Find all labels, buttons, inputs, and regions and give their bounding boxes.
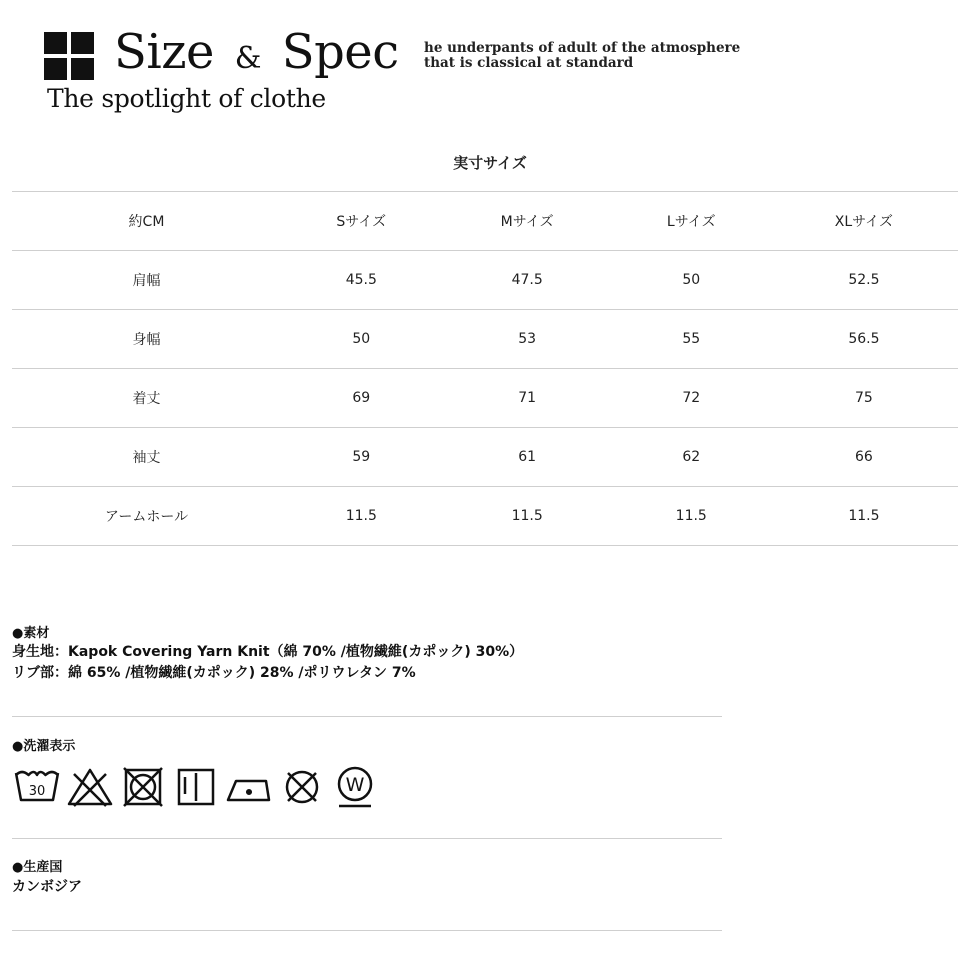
table-cell: 66: [770, 428, 958, 487]
table-cell: 50: [613, 251, 770, 310]
page-header: [0, 0, 980, 125]
section-divider: [12, 838, 722, 839]
section-divider: [12, 716, 722, 717]
origin-country: カンボジア: [12, 879, 82, 895]
size-table-title: 実寸サイズ: [453, 154, 527, 172]
wash-temperature: 30: [28, 784, 46, 799]
row-label: アームホール: [12, 487, 281, 546]
table-cell: 69: [281, 369, 442, 428]
table-cell: 56.5: [770, 310, 958, 369]
line-dry-icon: [171, 764, 221, 810]
care-title: ●洗濯表示: [12, 739, 76, 754]
no-tumble-dry-icon: [118, 764, 168, 810]
table-row: [12, 251, 958, 310]
table-cell: 47.5: [442, 251, 613, 310]
care-icons: [12, 764, 383, 810]
table-cell: 75: [770, 369, 958, 428]
brand-title-main: Size: [114, 24, 214, 80]
row-label: 着丈: [12, 369, 281, 428]
brand-subtitle: The spotlight of clothe: [47, 84, 326, 113]
table-cell: 61: [442, 428, 613, 487]
brand-title-end: Spec: [281, 24, 399, 80]
tagline-line-2: that is classical at standard: [424, 55, 634, 71]
table-cell: 62: [613, 428, 770, 487]
table-cell: 50: [281, 310, 442, 369]
iron-low-icon: [224, 764, 274, 810]
table-cell: 45.5: [281, 251, 442, 310]
column-header: Sサイズ: [281, 192, 442, 251]
table-cell: 52.5: [770, 251, 958, 310]
no-bleach-icon: [65, 764, 115, 810]
table-row: [12, 369, 958, 428]
table-cell: 11.5: [442, 487, 613, 546]
wash-30-icon: [12, 764, 62, 810]
table-row: [12, 487, 958, 546]
no-dry-clean-icon: [277, 764, 327, 810]
table-cell: 55: [613, 310, 770, 369]
brand-title: [114, 24, 399, 80]
table-cell: 53: [442, 310, 613, 369]
row-label: 肩幅: [12, 251, 281, 310]
row-label: 袖丈: [12, 428, 281, 487]
row-label: 身幅: [12, 310, 281, 369]
wet-clean-icon: [330, 764, 380, 810]
logo-squares-icon: [44, 32, 94, 80]
tagline: [424, 41, 740, 71]
table-cell: 11.5: [281, 487, 442, 546]
table-cell: 59: [281, 428, 442, 487]
material-title: ●素材: [12, 626, 50, 641]
size-table: [12, 191, 958, 546]
column-header: 約CM: [12, 192, 281, 251]
wet-clean-letter: W: [345, 774, 365, 796]
section-divider: [12, 930, 722, 931]
column-header: Lサイズ: [613, 192, 770, 251]
brand-title-amp: &: [234, 41, 261, 76]
tagline-line-1: he underpants of adult of the atmosphere: [424, 40, 741, 56]
column-header: XLサイズ: [770, 192, 958, 251]
origin-title: ●生産国: [12, 860, 63, 875]
material-rib-fabric: リブ部：綿 65% /植物繊維(カポック) 28% /ポリウレタン 7%: [12, 665, 416, 681]
material-body-fabric: 身生地：Kapok Covering Yarn Knit（綿 70% /植物繊維(カポック) 30%）: [12, 644, 524, 660]
table-cell: 11.5: [770, 487, 958, 546]
table-header-row: [12, 192, 958, 251]
table-row: [12, 310, 958, 369]
table-cell: 11.5: [613, 487, 770, 546]
table-cell: 71: [442, 369, 613, 428]
table-row: [12, 428, 958, 487]
column-header: Mサイズ: [442, 192, 613, 251]
table-cell: 72: [613, 369, 770, 428]
